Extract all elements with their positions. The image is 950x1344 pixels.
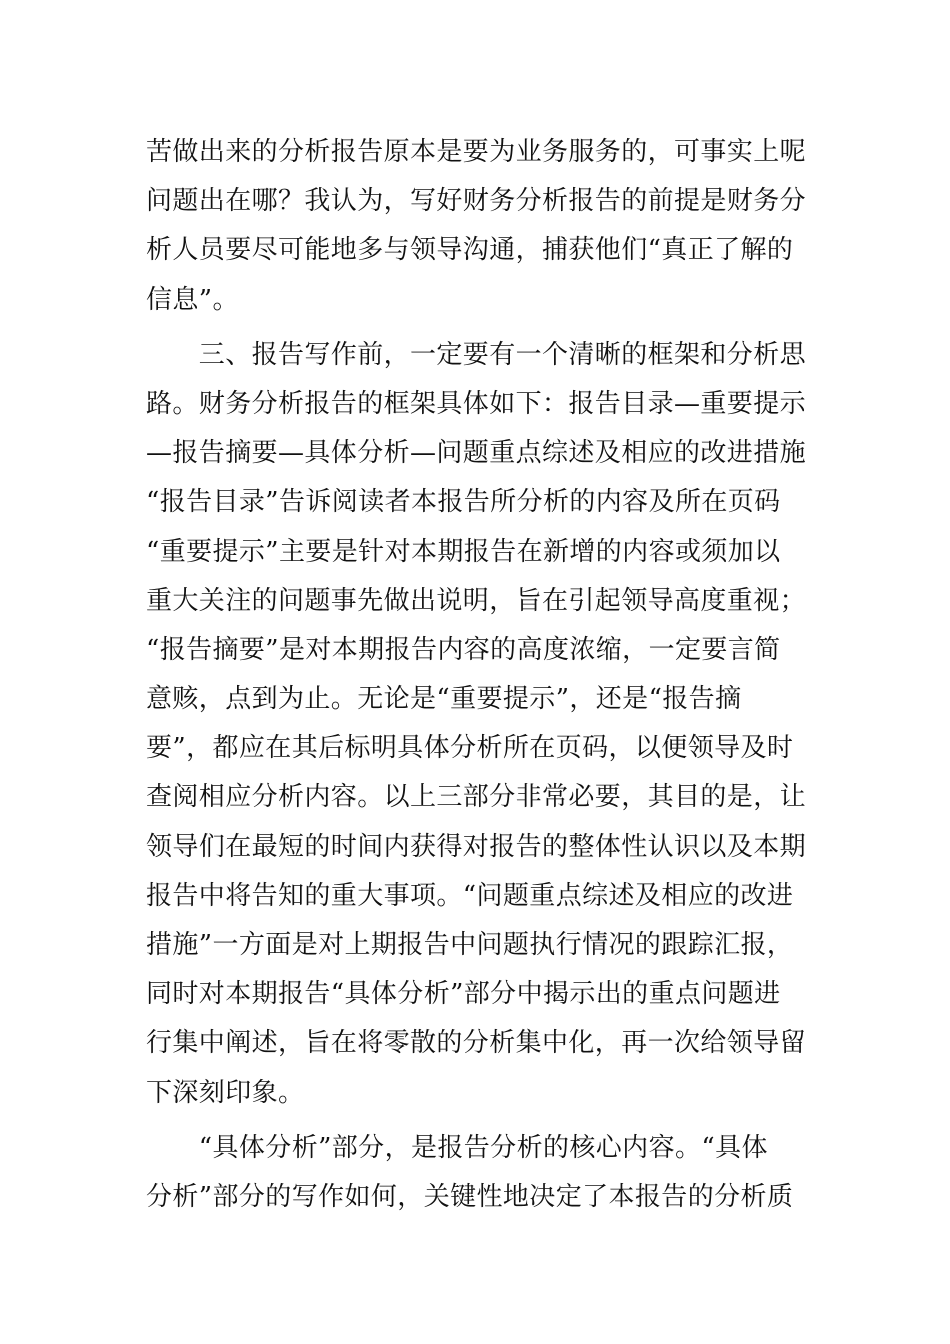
body-text [146,128,816,1222]
text-line: 查阅相应分析内容。以上三部分非常必要，其目的是，让 [146,782,807,813]
text-line: 苦做出来的分析报告原本是要为业务服务的，可事实上呢 [146,137,807,167]
text-line: “具体分析”部分，是报告分析的核心内容。“具体 [146,1132,768,1163]
text-line: 下深刻印象。 [146,1077,305,1108]
text-line: 行集中阐述，旨在将零散的分析集中化，再一次给领导留 [146,1028,807,1059]
paragraph-1 [146,128,816,325]
text-line: 领导们在最短的时间内获得对报告的整体性认识以及本期 [146,831,807,862]
text-line: 分析”部分的写作如何，关键性地决定了本报告的分析质 [146,1181,794,1212]
text-line: “报告摘要”是对本期报告内容的高度浓缩，一定要言简 [146,634,781,665]
text-line: 措施”一方面是对上期报告中问题执行情况的跟踪汇报， [146,930,794,960]
text-line: 要”，都应在其后标明具体分析所在页码，以便领导及时 [146,733,794,764]
text-line: 同时对本期报告“具体分析”部分中揭示出的重点问题进 [146,979,781,1010]
paragraph-2 [146,331,816,1118]
text-line: 信息”。 [146,284,239,315]
text-line: “报告目录”告诉阅读者本报告所分析的内容及所在页码 [146,487,781,518]
text-line: 问题出在哪？我认为，写好财务分析报告的前提是财务分 [146,186,807,217]
text-line: 三、报告写作前，一定要有一个清晰的框架和分析思 [146,339,807,370]
text-line: “重要提示”主要是针对本期报告在新增的内容或须加以 [146,536,781,567]
text-line: 重大关注的问题事先做出说明，旨在引起领导高度重视； [146,585,807,616]
text-line: —报告摘要—具体分析—问题重点综述及相应的改进措施 [146,438,807,469]
paragraph-3 [146,1124,816,1222]
text-line: 路。财务分析报告的框架具体如下：报告目录—重要提示 [146,388,807,419]
text-line: 意赅，点到为止。无论是“重要提示”，还是“报告摘 [146,684,742,715]
text-line: 析人员要尽可能地多与领导沟通，捕获他们“真正了解的 [146,235,794,266]
text-line: 报告中将告知的重大事项。“问题重点综述及相应的改进 [146,880,794,911]
